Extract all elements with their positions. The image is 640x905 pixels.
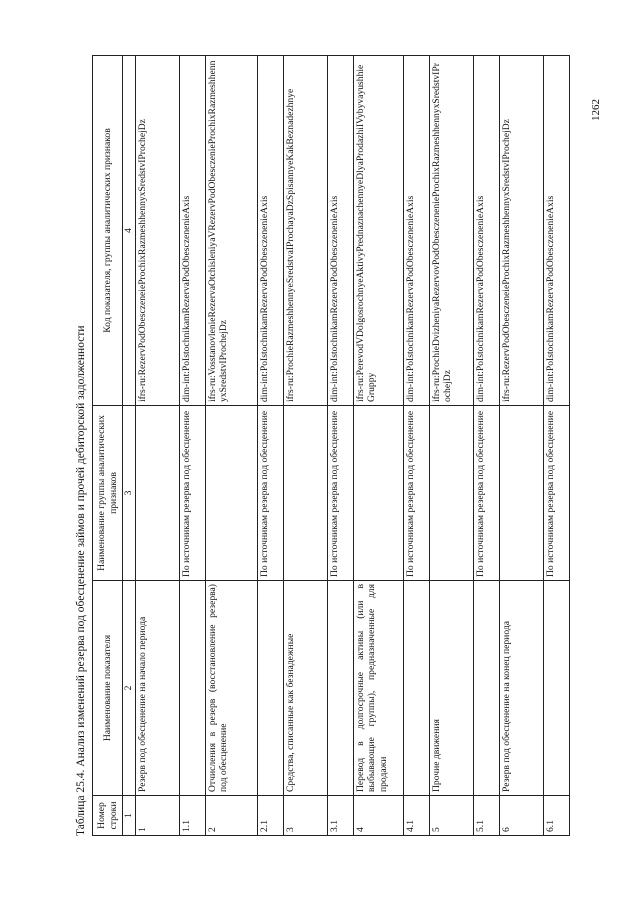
rotated-sheet [70,56,575,836]
table-row [205,56,257,836]
row-group: По источникам резерва под обесценение [403,406,429,581]
col-index: 4 [123,56,136,406]
row-code: ifrs-ru:PerevodVDolgosrochnyeAktivyPrednaznachennyeDlyaProdazhiIVybyvayushhieGruppy [353,56,403,406]
table-row [543,56,569,836]
row-number: 5.1 [473,796,499,836]
row-indicator: Отчисления в резерв (восстановление резерва) под обесценение [205,581,257,796]
row-indicator: Резерв под обесценение на начало периода [135,581,179,796]
row-number: 2.1 [257,796,283,836]
row-group: По источникам резерва под обесценение [257,406,283,581]
row-indicator [327,581,353,796]
row-number: 5 [429,796,473,836]
table-title: Таблица 25.4. Анализ изменений резерва под обесценение займов и прочей дебиторской задолженности [75,325,87,836]
row-indicator: Средства, списанные как безнадежные [283,581,327,796]
row-number: 6.1 [543,796,569,836]
row-code: dim-int:PoIstochnikamRezervaPodObesczenenieAxis [257,56,283,406]
table-row [257,56,283,836]
col-header-indicator: Наименование показателя [93,581,123,796]
table-row [179,56,205,836]
row-number: 1.1 [179,796,205,836]
row-code: ifrs-ru:VosstanovlenieRezervaOtchisleniyaVRezervPodObesczenieProchixRazmeshhennyxSredstvIProchejDz [205,56,257,406]
row-number: 1 [135,796,179,836]
row-group [283,406,327,581]
row-indicator [403,581,429,796]
row-code: dim-int:PoIstochnikamRezervaPodObesczenenieAxis [473,56,499,406]
page-number: 1262 [590,99,602,121]
column-index-row [123,56,136,836]
table-row [473,56,499,836]
col-index: 3 [123,406,136,581]
row-code: dim-int:PoIstochnikamRezervaPodObesczenenieAxis [543,56,569,406]
reserve-table [92,55,570,836]
row-group [135,406,179,581]
row-group: По источникам резерва под обесценение [327,406,353,581]
row-number: 6 [499,796,543,836]
row-number: 3 [283,796,327,836]
table-row [403,56,429,836]
row-group: По источникам резерва под обесценение [473,406,499,581]
row-code: ifrs-ru:ProchieDvizheniyaRezervovPodObesczenenieProchixRazmeshhennyxSredstvIProchejDz [429,56,473,406]
row-group: По источникам резерва под обесценение [543,406,569,581]
row-indicator [257,581,283,796]
col-index: 2 [123,581,136,796]
row-indicator [473,581,499,796]
col-index: 1 [123,796,136,836]
row-number: 2 [205,796,257,836]
col-header-group: Наименование группы аналитических признаков [93,406,123,581]
row-code: ifrs-ru:ProchieRazmeshhennyeSredstvaIProchayaDzSpisannyeKakBeznadezhnye [283,56,327,406]
table-row [283,56,327,836]
row-group [353,406,403,581]
row-code: dim-int:PoIstochnikamRezervaPodObesczenenieAxis [327,56,353,406]
row-indicator: Прочие движения [429,581,473,796]
col-header-number: Номер строки [93,796,123,836]
table-row [499,56,543,836]
table-row [353,56,403,836]
row-indicator [179,581,205,796]
row-indicator [543,581,569,796]
row-code: dim-int:PoIstochnikamRezervaPodObesczenenieAxis [179,56,205,406]
row-code: dim-int:PoIstochnikamRezervaPodObesczenenieAxis [403,56,429,406]
row-number: 4 [353,796,403,836]
table-row [429,56,473,836]
row-code: ifrs-ru:RezervPodObesczeneieProchixRazmeshhennyxSredstvIProchejDz [135,56,179,406]
row-group [205,406,257,581]
row-code: ifrs-ru:RezervPodObesczeneieProchixRazmeshhennyxSredstvIProchejDz [499,56,543,406]
col-header-code: Код показателя, группы аналитических признаков [93,56,123,406]
row-indicator: Перевод в долгосрочные активы (или в выбывающие группы), предназначенные для продажи [353,581,403,796]
row-number: 3.1 [327,796,353,836]
row-group [499,406,543,581]
row-number: 4.1 [403,796,429,836]
row-indicator: Резерв под обесценение на конец периода [499,581,543,796]
row-group: По источникам резерва под обесценение [179,406,205,581]
table-row [327,56,353,836]
table-header-row [93,56,123,836]
row-group [429,406,473,581]
table-row [135,56,179,836]
